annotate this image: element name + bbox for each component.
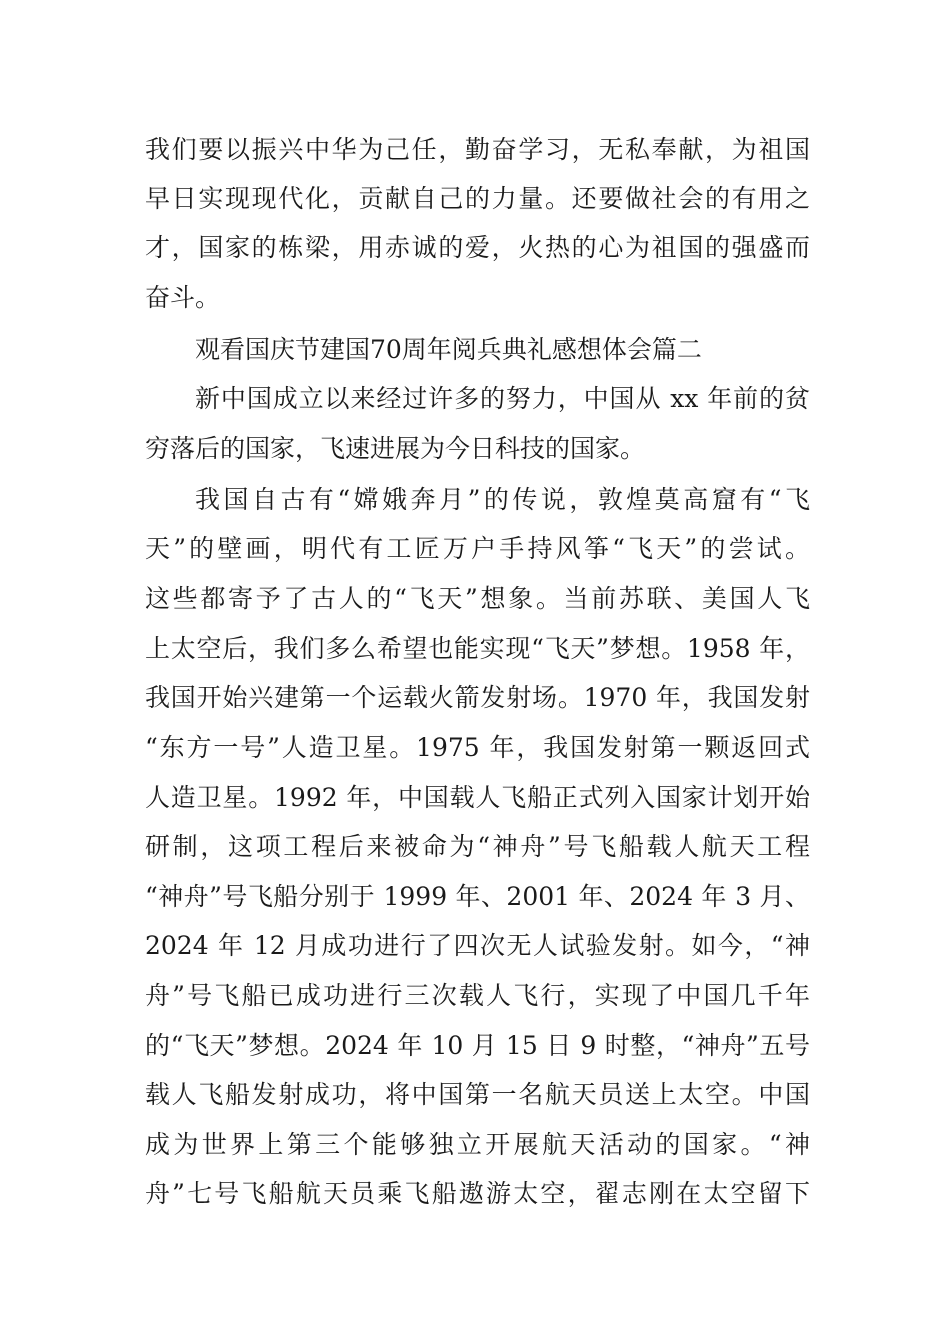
text-line: 奋斗。 (145, 283, 221, 312)
text-line: 我们要以振兴中华为己任，勤奋学习，无私奉献，为祖国 (145, 135, 810, 164)
text-line: 人造卫星。1992 年，中国载人飞船正式列入国家计划开始 (145, 783, 810, 812)
section-heading: 观看国庆节建国70周年阅兵典礼感想体会篇二 (195, 335, 702, 364)
text-line: 成为世界上第三个能够独立开展航天活动的国家。“神 (145, 1130, 810, 1159)
text-line: 新中国成立以来经过许多的努力，中国从 xx 年前的贫 (195, 384, 810, 413)
text-line: “神舟”号飞船分别于 1999 年、2001 年、2024 年 3 月、 (145, 882, 810, 911)
text-line: 我国自古有“嫦娥奔月”的传说，敦煌莫高窟有“飞 (195, 485, 810, 514)
text-line: 才，国家的栋梁，用赤诚的爱，火热的心为祖国的强盛而 (145, 233, 810, 262)
text-line: 2024 年 12 月成功进行了四次无人试验发射。如今，“神 (145, 931, 810, 960)
text-line: 舟”七号飞船航天员乘飞船遨游太空，翟志刚在太空留下 (145, 1179, 810, 1208)
text-line: “东方一号”人造卫星。1975 年，我国发射第一颗返回式 (145, 733, 810, 762)
text-line: 早日实现现代化，贡献自己的力量。还要做社会的有用之 (145, 184, 810, 213)
text-line: 研制，这项工程后来被命为“神舟”号飞船载人航天工程 (145, 832, 810, 861)
text-line: 上太空后，我们多么希望也能实现“飞天”梦想。1958 年， (145, 634, 810, 663)
text-line: 我国开始兴建第一个运载火箭发射场。1970 年，我国发射 (145, 683, 810, 712)
text-line: 的“飞天”梦想。2024 年 10 月 15 日 9 时整，“神舟”五号 (145, 1031, 810, 1060)
text-line: 这些都寄予了古人的“飞天”想象。当前苏联、美国人飞 (145, 584, 810, 613)
text-line: 载人飞船发射成功，将中国第一名航天员送上太空。中国 (145, 1080, 810, 1109)
text-line: 穷落后的国家，飞速进展为今日科技的国家。 (145, 434, 646, 463)
text-line: 舟”号飞船已成功进行三次载人飞行，实现了中国几千年 (145, 981, 810, 1010)
text-line: 天”的壁画，明代有工匠万户手持风筝“飞天”的尝试。 (145, 534, 810, 563)
